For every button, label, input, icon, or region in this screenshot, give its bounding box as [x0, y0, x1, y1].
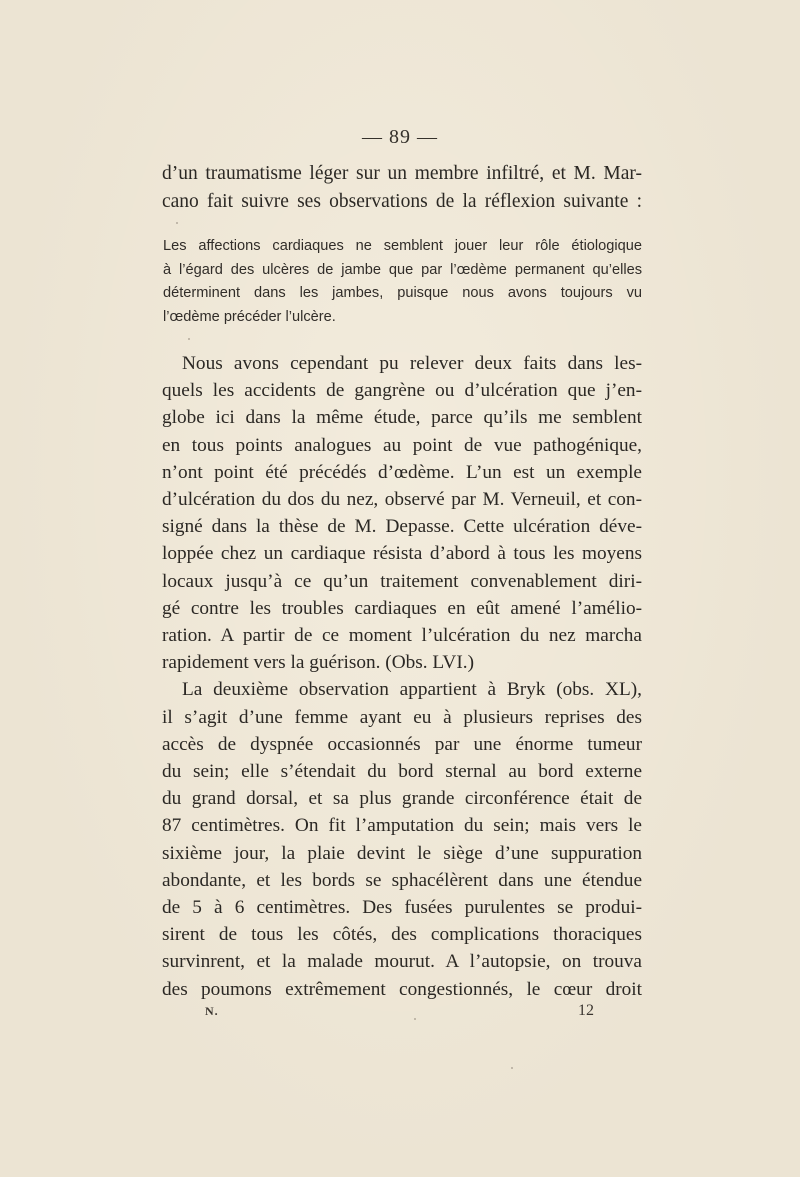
- body-line: globe ici dans la même étude, parce qu’ils me semblent: [162, 407, 642, 429]
- footer-signature: N.: [205, 1004, 219, 1018]
- body-line: quels les accidents de gangrène ou d’ulcération que j’en-: [162, 380, 642, 402]
- body-line: en tous points analogues au point de vue pathogénique,: [162, 434, 642, 456]
- body-line: accès de dyspnée occasionnés par une énorme tumeur: [162, 733, 642, 755]
- body-line: rapidement vers la guérison. (Obs. LVI.): [162, 652, 474, 674]
- footer-sheet-number: 12: [578, 1002, 594, 1019]
- body-line: sixième jour, la plaie devint le siège d’une suppuration: [162, 842, 642, 864]
- body-line: ration. A partir de ce moment l’ulcération du nez marcha: [162, 625, 642, 647]
- body-line: loppée chez un cardiaque résista d’abord à tous les moyens: [162, 543, 642, 565]
- body-line: locaux jusqu’à ce qu’un traitement convenablement diri-: [162, 570, 642, 592]
- block-quote: [163, 235, 642, 329]
- body-line: gé contre les troubles cardiaques en eût amené l’amélio-: [162, 597, 642, 619]
- body-line: du grand dorsal, et sa plus grande circonférence était de: [162, 788, 642, 810]
- paper-speck: [188, 338, 190, 340]
- body-line: d’ulcération du dos du nez, observé par M. Verneuil, et con-: [162, 489, 642, 511]
- body-line: de 5 à 6 centimètres. Des fusées purulentes se produi-: [162, 897, 642, 919]
- body-line: 87 centimètres. On fit l’amputation du sein; mais vers le: [162, 815, 642, 837]
- quote-line: Les affections cardiaques ne semblent jouer leur rôle étiologique: [163, 238, 642, 254]
- paper-speck: [511, 1067, 513, 1069]
- intro-line: cano fait suivre ses observations de la réflexion suivante :: [162, 191, 642, 212]
- intro-paragraph: [162, 160, 642, 216]
- body-line: n’ont point été précédés d’œdème. L’un est un exemple: [162, 461, 642, 483]
- body-paragraphs: [162, 350, 642, 1003]
- body-line: des poumons extrêmement congestionnés, le cœur droit: [162, 978, 642, 1000]
- body-line: survinrent, et la malade mourut. A l’autopsie, on trouva: [162, 951, 642, 973]
- page-number: — 89 —: [362, 126, 438, 148]
- body-line: sirent de tous les côtés, des complications thoraciques: [162, 924, 642, 946]
- body-line: du sein; elle s’étendait du bord sternal au bord externe: [162, 761, 642, 783]
- body-line: La deuxième observation appartient à Bryk (obs. XL),: [182, 679, 642, 701]
- quote-line: l’œdème précéder l’ulcère.: [163, 308, 336, 325]
- body-line: Nous avons cependant pu relever deux faits dans les-: [182, 353, 642, 374]
- quote-line: déterminent dans les jambes, puisque nous avons toujours vu: [163, 285, 642, 301]
- paper-speck: [414, 1018, 416, 1020]
- body-line: abondante, et les bords se sphacélèrent dans une étendue: [162, 869, 642, 891]
- body-line: signé dans la thèse de M. Depasse. Cette ulcération déve-: [162, 516, 642, 538]
- body-line: il s’agit d’une femme ayant eu à plusieurs reprises des: [162, 706, 642, 728]
- paper-speck: [176, 222, 178, 224]
- intro-line: d’un traumatisme léger sur un membre infiltré, et M. Mar-: [162, 163, 642, 184]
- quote-line: à l’égard des ulcères de jambe que par l’œdème permanent qu’elles: [163, 261, 642, 278]
